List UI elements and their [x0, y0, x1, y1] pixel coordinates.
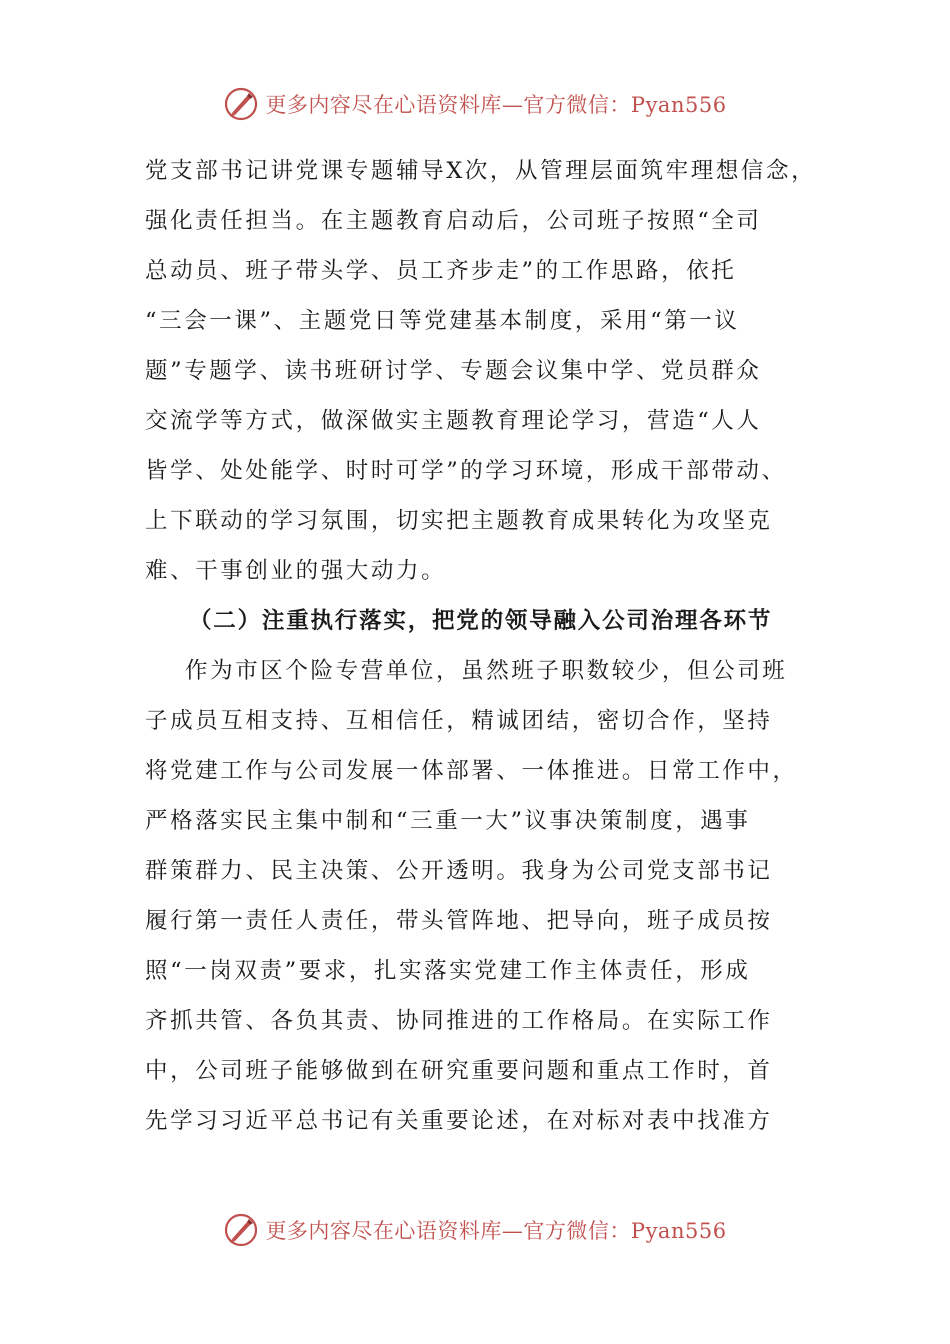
body-line: 照“一岗双责”要求，扎实落实党建工作主体责任，形成 — [145, 958, 751, 984]
footer-banner — [0, 1208, 950, 1252]
section-heading: （二）注重执行落实，把党的领导融入公司治理各环节 — [189, 608, 773, 634]
body-line: 交流学等方式，做深做实主题教育理论学习，营造“人人 — [145, 408, 762, 434]
body-line: “三会一课”、主题党日等党建基本制度，采用“第一议 — [145, 308, 740, 334]
body-line: 党支部书记讲党课专题辅导X次，从管理层面筑牢理想信念， — [145, 158, 817, 184]
body-line: 将党建工作与公司发展一体部署、一体推进。日常工作中， — [145, 758, 798, 784]
header-banner-text: 更多内容尽在心语资料库—官方微信：Pyan556 — [265, 93, 727, 117]
body-line: 上下联动的学习氛围，切实把主题教育成果转化为攻坚克 — [145, 508, 773, 534]
body-line: 子成员互相支持、互相信任，精诚团结，密切合作，坚持 — [145, 708, 773, 734]
body-line: 履行第一责任人责任，带头管阵地、把导向，班子成员按 — [145, 908, 773, 934]
body-line: 题”专题学、读书班研讨学、专题会议集中学、党员群众 — [145, 358, 762, 384]
body-line: 强化责任担当。在主题教育启动后，公司班子按照“全司 — [145, 208, 762, 234]
body-line: 中，公司班子能够做到在研究重要问题和重点工作时，首 — [145, 1058, 773, 1084]
pen-logo-icon — [223, 86, 259, 122]
body-line: 群策群力、民主决策、公开透明。我身为公司党支部书记 — [145, 858, 773, 884]
pen-logo-icon — [223, 1212, 259, 1248]
document-body — [145, 146, 817, 1146]
body-line: 严格落实民主集中制和“三重一大”议事决策制度，遇事 — [145, 808, 751, 834]
footer-banner-text: 更多内容尽在心语资料库—官方微信：Pyan556 — [265, 1219, 727, 1243]
body-line: 作为市区个险专营单位，虽然班子职数较少，但公司班 — [185, 658, 788, 684]
body-line: 皆学、处处能学、时时可学”的学习环境，形成干部带动、 — [145, 458, 787, 484]
body-line: 齐抓共管、各负其责、协同推进的工作格局。在实际工作 — [145, 1008, 773, 1034]
body-line: 总动员、班子带头学、员工齐步走”的工作思路，依托 — [145, 258, 737, 284]
body-line: 先学习习近平总书记有关重要论述，在对标对表中找准方 — [145, 1108, 773, 1134]
header-banner — [0, 82, 950, 126]
body-line: 难、干事创业的强大动力。 — [145, 558, 447, 584]
